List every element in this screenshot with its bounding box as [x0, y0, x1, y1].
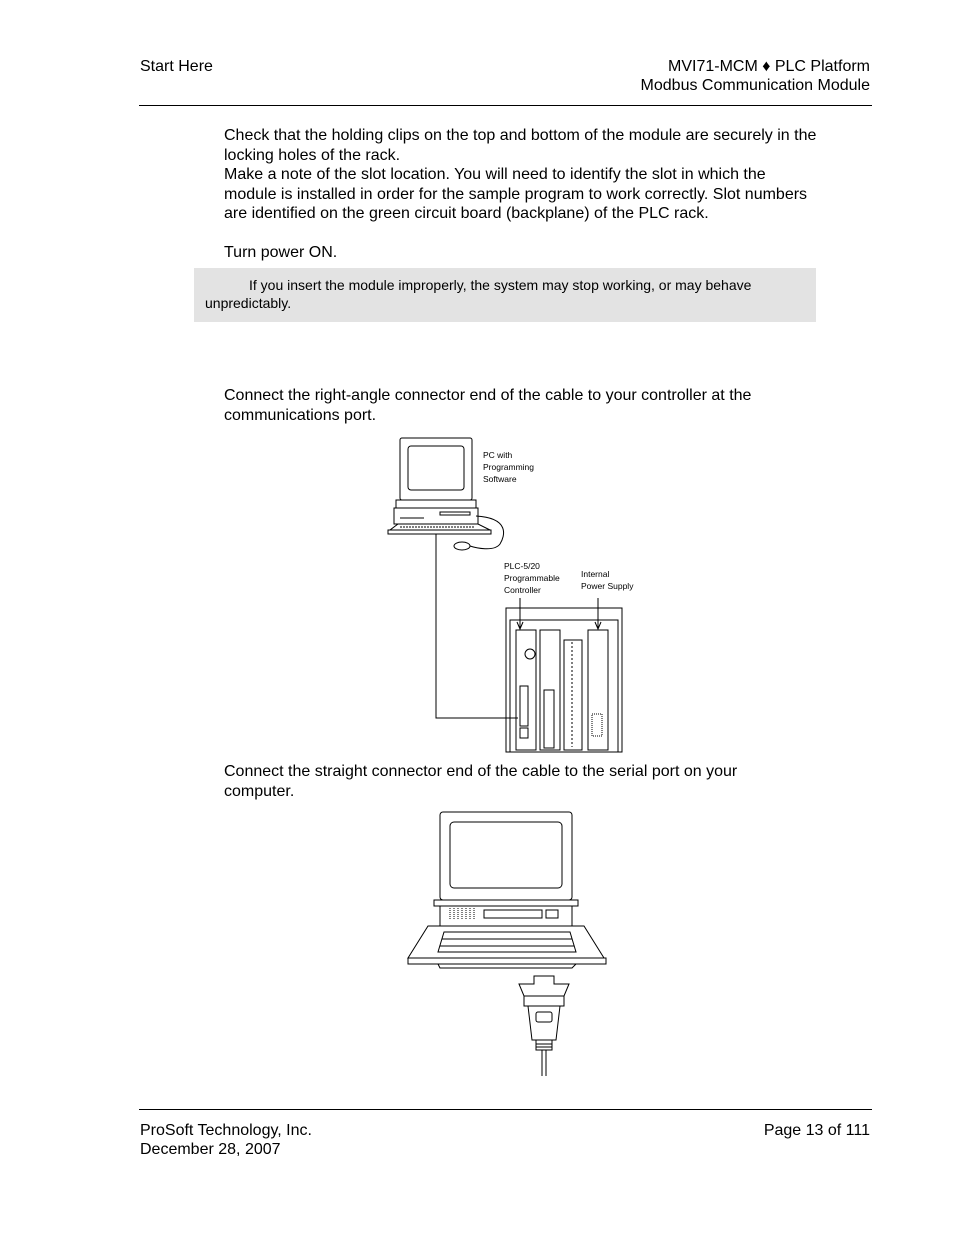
- step-power-on: Turn power ON.: [224, 244, 338, 261]
- footer-page-number: Page 13 of 111: [763, 1122, 870, 1139]
- ps-label-line2: Power Supply: [581, 581, 634, 591]
- pc-label-line3: Software: [483, 474, 517, 484]
- plc-rack-illustration: [506, 608, 622, 752]
- computer-serial-figure: [404, 808, 610, 1080]
- pc-label-line2: Programming: [483, 462, 535, 472]
- footer-date: December 28, 2007: [140, 1141, 281, 1158]
- serial-connector-illustration: [519, 976, 569, 1076]
- note-box: [194, 268, 816, 322]
- pc-keyboard-illustration: [388, 524, 491, 534]
- plc-label-line3: Controller: [504, 585, 541, 595]
- plc-label-line2: Programmable: [504, 573, 560, 583]
- step-check-clips: Check that the holding clips on the top and bottom of the module are securely in the locking holes of the rack.: [224, 127, 817, 164]
- step-connect-controller: Connect the right-angle connector end of the cable to your controller at the communications port.: [224, 387, 752, 424]
- pc-to-plc-figure: [380, 432, 645, 757]
- footer-rule: [139, 1109, 872, 1110]
- step-slot-note: Make a note of the slot location. You will need to identify the slot in which the module is installed in order for the sample program to work correctly. Slot numbers are identified on the green circuit board (backplane) of the PLC rack.: [224, 166, 808, 223]
- header-product-name: Modbus Communication Module: [640, 77, 870, 94]
- note-text: If you insert the module improperly, the system may stop working, or may behave unpredictably.: [205, 277, 752, 311]
- header-product-line: MVI71-MCM ♦ PLC Platform: [668, 58, 870, 75]
- pc-monitor-illustration: [394, 438, 478, 524]
- plc-label-line1: PLC-5/20: [504, 561, 540, 571]
- pc-label-line1: PC with: [483, 450, 513, 460]
- step-connect-computer: Connect the straight connector end of the cable to the serial port on your computer.: [224, 763, 738, 800]
- computer-monitor-illustration: [434, 812, 578, 926]
- ps-label-line1: Internal: [581, 569, 610, 579]
- header-rule: [139, 105, 872, 106]
- footer-company: ProSoft Technology, Inc.: [140, 1122, 312, 1139]
- figure1-labels: [483, 450, 634, 595]
- header-section-title: Start Here: [140, 58, 213, 75]
- computer-keyboard-illustration: [408, 926, 606, 968]
